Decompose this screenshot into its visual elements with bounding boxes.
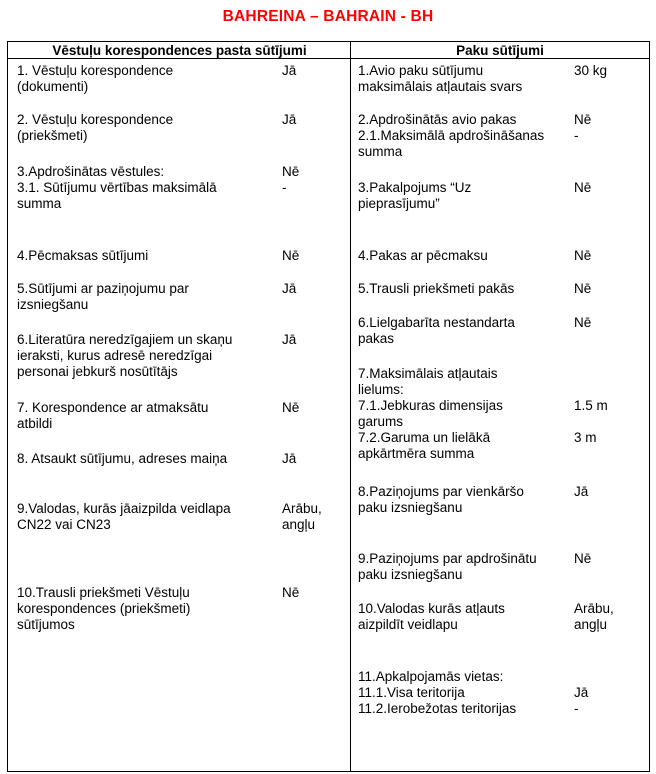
right-row-6-value: Nē	[574, 315, 592, 330]
left-row-6-value: Jā	[282, 332, 297, 347]
left-row-8-label: 8. Atsaukt sūtījumu, adreses maiņa	[17, 451, 228, 466]
page-title: BAHREINA – BAHRAIN - BH	[222, 8, 434, 25]
right-row-11-label: 11.Apkalpojamās vietas: 11.1.Visa teritorija 11.2.Ierobežotas teritorijas	[358, 669, 517, 716]
header-letters: Vēstuļu korespondences pasta sūtījumi	[8, 42, 351, 59]
left-row-2-label: 2. Vēstuļu korespondence (priekšmeti)	[17, 112, 174, 143]
right-row-10-value: Arābu, angļu	[574, 601, 614, 632]
left-row-3-value: Nē -	[282, 164, 300, 195]
left-row-5-label: 5.Sūtījumi ar paziņojumu par izsniegšanu	[17, 281, 189, 312]
right-row-3-value: Nē	[574, 180, 592, 195]
right-row-3-label: 3.Pakalpojums “Uz pieprasījumu”	[358, 180, 472, 211]
column-divider	[350, 42, 351, 771]
right-row-7-value: 1.5 m 3 m	[574, 398, 608, 445]
right-row-1-label: 1.Avio paku sūtījumu maksimālais atļautais svars	[358, 63, 523, 94]
left-row-9-label: 9.Valodas, kurās jāaizpilda veidlapa CN22 vai CN23	[17, 501, 231, 532]
left-row-2-value: Jā	[282, 112, 297, 127]
right-row-4-value: Nē	[574, 248, 592, 263]
left-row-7-value: Nē	[282, 400, 300, 415]
left-row-4-label: 4.Pēcmaksas sūtījumi	[17, 248, 149, 263]
left-row-1-label: 1. Vēstuļu korespondence (dokumenti)	[17, 63, 174, 94]
left-row-3-label: 3.Apdrošinātas vēstules: 3.1. Sūtījumu vērtības maksimālā summa	[17, 164, 217, 211]
right-row-11-value: Jā -	[574, 685, 589, 716]
left-row-10-label: 10.Trausli priekšmeti Vēstuļu korespondences (priekšmeti) sūtījumos	[17, 585, 191, 632]
header-parcels: Paku sūtījumi	[351, 42, 649, 59]
right-row-2-value: Nē -	[574, 112, 592, 143]
right-row-8-value: Jā	[574, 484, 589, 499]
right-row-6-label: 6.Lielgabarīta nestandarta pakas	[358, 315, 515, 346]
right-row-5-value: Nē	[574, 281, 592, 296]
right-row-4-label: 4.Pakas ar pēcmaksu	[358, 248, 488, 263]
right-row-8-label: 8.Paziņojums par vienkāršo paku izsniegšanu	[358, 484, 524, 515]
services-table	[7, 41, 650, 772]
left-row-10-value: Nē	[282, 585, 300, 600]
right-row-5-label: 5.Trausli priekšmeti pakās	[358, 281, 515, 296]
left-row-1-value: Jā	[282, 63, 297, 78]
left-row-9-value: Arābu, angļu	[282, 501, 322, 532]
left-row-4-value: Nē	[282, 248, 300, 263]
right-row-1-value: 30 kg	[574, 63, 608, 78]
right-row-10-label: 10.Valodas kurās atļauts aizpildīt veidlapu	[358, 601, 505, 632]
right-row-9-label: 9.Paziņojums par apdrošinātu paku izsniegšanu	[358, 551, 537, 582]
right-row-2-label: 2.Apdrošinātās avio pakas 2.1.Maksimālā apdrošināšanas summa	[358, 112, 545, 159]
left-row-7-label: 7. Korespondence ar atmaksātu atbildi	[17, 400, 209, 431]
left-row-8-value: Jā	[282, 451, 297, 466]
right-row-9-value: Nē	[574, 551, 592, 566]
left-row-6-label: 6.Literatūra neredzīgajiem un skaņu ieraksti, kurus adresē neredzīgai personai jebkurš nosūtītājs	[17, 332, 233, 379]
right-row-7-label: 7.Maksimālais atļautais lielums: 7.1.Jebkuras dimensijas garums 7.2.Garuma un lielākā apkārtmēra summa	[358, 366, 503, 461]
left-row-5-value: Jā	[282, 281, 297, 296]
